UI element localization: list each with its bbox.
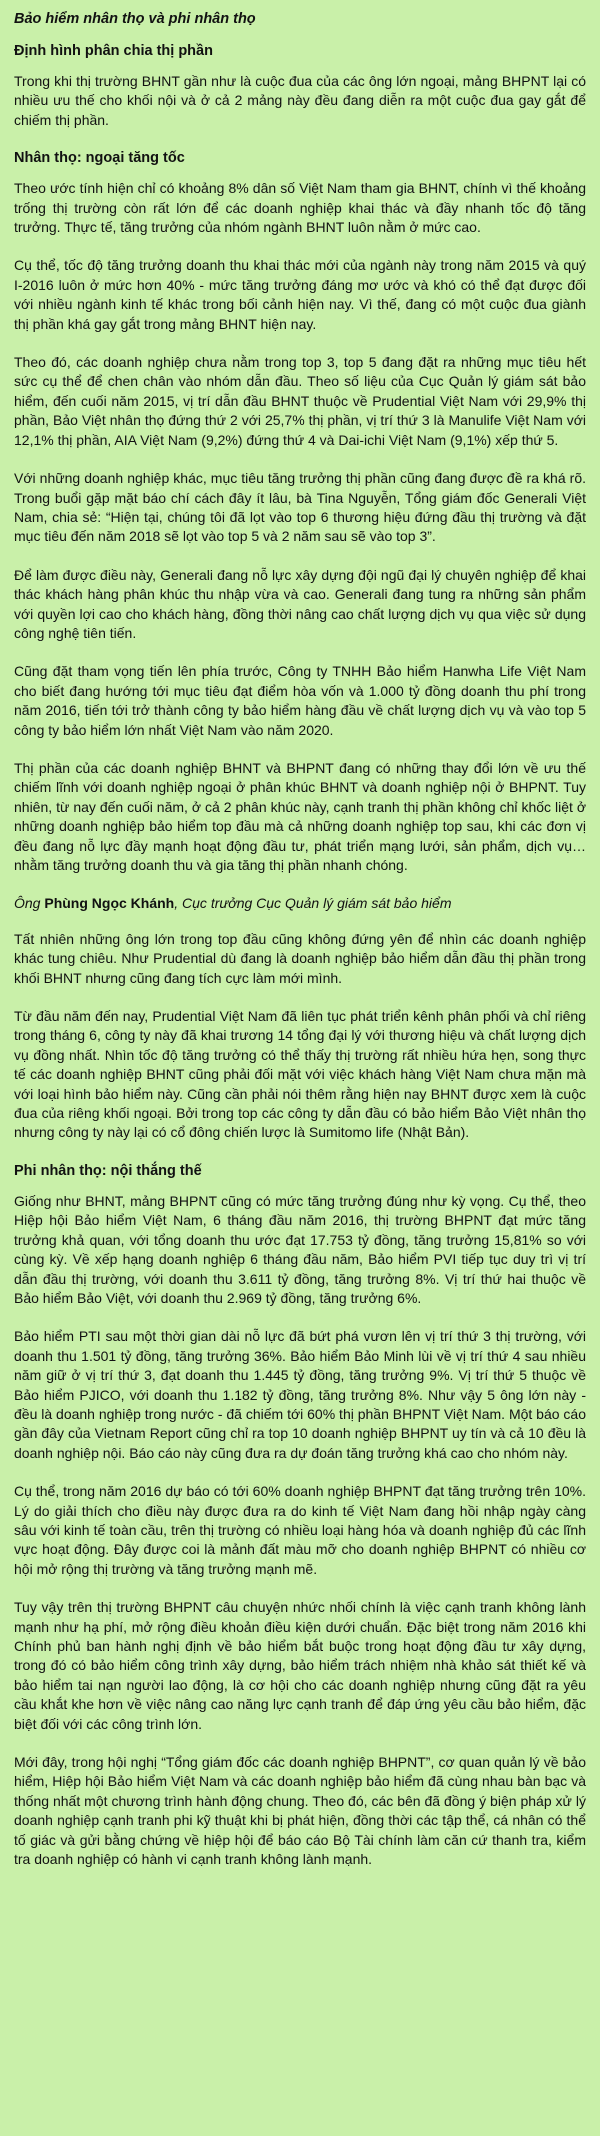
paragraph: Cụ thể, tốc độ tăng trưởng doanh thu khai thác mới của ngành này trong năm 2015 và quý I-2016 luôn ở mức hơn 40% - mức tăng trưởng đáng mơ ước và khó có thể đạt được đối với nhiều ngành kinh tế khác trong bối cảnh hiện nay. Vì thế, đang có một cuộc đua giành thị phần khá gay gắt trong mảng BHNT hiện nay. xyxy=(14,257,586,332)
paragraph: Thị phần của các doanh nghiệp BHNT và BHPNT đang có những thay đổi lớn về ưu thế chiếm lĩnh với doanh nghiệp ngoại ở phân khúc BHNT và doanh nghiệp nội ở BHPNT. Tuy nhiên, từ nay đến cuối năm, ở cả 2 phân khúc này, cạnh tranh thị phần không chỉ khốc liệt ở những doanh nghiệp bảo hiểm top đầu mà cả những doanh nghiệp top sau, khi các đơn vị đều đang nỗ lực đầy mạnh hoạt động đầu tư, phát triển mạng lưới, sản phẩm, dịch vụ… nhằm tăng trưởng doanh thu và gia tăng thị phần nhanh chóng. xyxy=(14,759,586,873)
paragraph: Theo đó, các doanh nghiệp chưa nằm trong top 3, top 5 đang đặt ra những mục tiêu hết sức cụ thể để chen chân vào nhóm dẫn đầu. Theo số liệu của Cục Quản lý giám sát bảo hiểm, đến cuối năm 2015, vị trí dẫn đầu BHNT thuộc về Prudential Việt Nam với 29,9% thị phần, Bảo Việt nhân thọ đứng thứ 2 với 25,7% thị phần, vị trí thứ 3 là Manulife Việt Nam với 12,1% thị phần, AIA Việt Nam (9,2%) đứng thứ 4 và Dai-ichi Việt Nam (9,1%) xếp thứ 5. xyxy=(14,354,586,448)
paragraph: Bảo hiểm PTI sau một thời gian dài nỗ lực đã bứt phá vươn lên vị trí thứ 3 thị trường, với doanh thu 1.501 tỷ đồng, tăng trưởng 36%. Bảo hiểm Bảo Minh lùi về vị trí thứ 4 sau nhiều năm giữ ở vị trí thứ 3, đạt doanh thu 1.445 tỷ đồng, tăng trưởng 9%. Vị trí thứ 5 thuộc về Bảo hiểm PJICO, với doanh thu 1.182 tỷ đồng, tăng trưởng 8%. Như vậy 5 ông lớn này - đều là doanh nghiệp trong nước - đã chiếm tới 60% thị phần BHPNT Việt Nam. Một báo cáo gần đây của Vietnam Report cũng chỉ ra top 10 doanh nghiệp BHPNT uy tín và cả 10 đều là doanh nghiệp nội. Báo cáo này cũng đưa ra dự đoán tăng trưởng khá cao cho nhóm này. xyxy=(14,1328,586,1461)
section-heading-non-life-insurance: Phi nhân thọ: nội thắng thế xyxy=(14,1162,202,1179)
caption-name: Phùng Ngọc Khánh xyxy=(44,895,175,912)
paragraph: Tất nhiên những ông lớn trong top đầu cũng không đứng yên để nhìn các doanh nghiệp khác tung chiêu. Như Prudential dù đang là doanh nghiệp bảo hiểm dẫn đầu thị phần trong khối BHNT nhưng cũng đang tích cực làm mới mình. xyxy=(14,930,586,986)
paragraph: Mới đây, trong hội nghị “Tổng giám đốc các doanh nghiệp BHPNT”, cơ quan quản lý về bảo hiểm, Hiệp hội Bảo hiểm Việt Nam và các doanh nghiệp bảo hiểm đã cùng nhau bàn bạc và thống nhất một chương trình hành động chung. Theo đó, các bên đã đồng ý biện pháp xử lý doanh nghiệp cạnh tranh phi kỹ thuật khi bị phát hiện, đồng thời các tập thể, cá nhân có thể tố giác và gửi bằng chứng về hiệp hội để báo cáo Bộ Tài chính làm căn cứ thanh tra, kiểm tra doanh nghiệp có hành vi cạnh tranh không lành mạnh. xyxy=(14,1754,586,1868)
paragraph: Để làm được điều này, Generali đang nỗ lực xây dựng đội ngũ đại lý chuyên nghiệp để khai thác khách hàng phân khúc thu nhập vừa và cao. Generali đang tung ra những sản phẩm với quyền lợi cao cho khách hàng, đồng thời nâng cao chất lượng dịch vụ qua việc sử dụng công nghệ tiên tiến. xyxy=(14,566,586,641)
paragraph: Theo ước tính hiện chỉ có khoảng 8% dân số Việt Nam tham gia BHNT, chính vì thế khoảng trống thị trường còn rất lớn để các doanh nghiệp khai thác và đầy nhanh tốc độ tăng trưởng. Thực tế, tăng trưởng của nhóm ngành BHNT luôn nằm ở mức cao. xyxy=(14,180,586,236)
paragraph: Giống như BHNT, mảng BHPNT cũng có mức tăng trưởng đúng như kỳ vọng. Cụ thể, theo Hiệp hội Bảo hiểm Việt Nam, 6 tháng đầu năm 2016, thị trường BHPNT đạt mức tăng trưởng khả quan, với tổng doanh thu ước đạt 17.753 tỷ đồng, tăng trưởng 15,81% so với cùng kỳ. Về xếp hạng doanh nghiệp 6 tháng đầu năm, Bảo hiểm PVI tiếp tục duy trì vị trí dẫn đầu thị trường, với doanh thu 3.611 tỷ đồng, tăng trưởng 8%. Vị trí thứ hai thuộc về Bảo hiểm Bảo Việt, với doanh thu 2.969 tỷ đồng, tăng trưởng 6%. xyxy=(14,1192,586,1306)
article-kicker: Bảo hiểm nhân thọ và phi nhân thọ xyxy=(14,11,256,27)
paragraph: Với những doanh nghiệp khác, mục tiêu tăng trưởng thị phần cũng đang được đề ra khá rõ. Trong buổi gặp mặt báo chí cách đây ít lâu, bà Tina Nguyễn, Tổng giám đốc Generali Việt Nam, chia sẻ: “Hiện tại, chúng tôi đã lọt vào top 6 thương hiệu đứng đầu thị trường và đặt mục tiêu đến năm 2018 sẽ lọt vào top 5 và 2 năm sau sẽ vào top 3”. xyxy=(14,470,586,545)
photo-caption xyxy=(14,894,586,913)
section-heading-market-share: Định hình phân chia thị phần xyxy=(14,43,213,59)
caption-prefix: Ông xyxy=(14,895,45,912)
paragraph: Cụ thể, trong năm 2016 dự báo có tới 60% doanh nghiệp BHPNT đạt tăng trưởng trên 10%. Lý do giải thích cho điều này được đưa ra do kinh tế Việt Nam đang hồi nhập ngày càng sâu với kinh tế toàn cầu, trên thị trường có nhiều loại hàng hóa và doanh nghiệp đủ các lĩnh vực hoạt động. Đây được coi là mảnh đất màu mỡ cho doanh nghiệp BHPNT có nhiều cơ hội mở rộng thị trường và tăng trưởng mạnh mẽ. xyxy=(14,1483,586,1577)
paragraph: Cũng đặt tham vọng tiến lên phía trước, Công ty TNHH Bảo hiểm Hanwha Life Việt Nam cho biết đang hướng tới mục tiêu đạt điểm hòa vốn và 1.000 tỷ đồng doanh thu phí trong năm 2016, tiến tới trở thành công ty bảo hiểm hàng đầu về chất lượng dịch vụ và vào top 5 công ty bảo hiểm lớn nhất Việt Nam vào năm 2020. xyxy=(14,663,586,738)
caption-role: , Cục trưởng Cục Quản lý giám sát bảo hiểm xyxy=(174,895,452,912)
section-heading-life-insurance: Nhân thọ: ngoại tăng tốc xyxy=(14,150,185,167)
paragraph: Từ đầu năm đến nay, Prudential Việt Nam đã liên tục phát triển kênh phân phối và chỉ riêng trong tháng 6, công ty này đã khai trương 14 tổng đại lý với thương hiệu và chất lượng dịch vụ đồng nhất. Nhìn tốc độ tăng trưởng có thể thấy thị trường rất nhiều hứa hẹn, song thực tế các doanh nghiệp BHNT cũng phải đối mặt với việc khách hàng Việt Nam chưa mặn mà với loại hình bảo hiểm này. Cũng cần phải nói thêm rằng hiện nay BHNT được xem là cuộc đua của riêng khối ngoại. Bởi trong top các công ty dẫn đầu có bảo hiểm Bảo Việt nhân thọ nhưng công ty này lại có cổ đông chiến lược là Sumitomo life (Nhật Bản). xyxy=(14,1008,586,1141)
paragraph: Tuy vậy trên thị trường BHPNT câu chuyện nhức nhối chính là việc cạnh tranh không lành mạnh như hạ phí, mở rộng điều khoản điều kiện dưới chuẩn. Đặc biệt trong năm 2016 khi Chính phủ ban hành nghị định về bảo hiểm bắt buộc trong hoạt động đầu tư xây dựng, trong đó có bảo hiểm công trình xây dựng, bảo hiểm trách nhiệm nhà khảo sát thiết kế và bảo hiểm tai nạn người lao động, là cơ hội cho các doanh nghiệp nhưng cũng đặt ra yêu cầu khắt khe hơn về việc nâng cao năng lực cạnh tranh để đáp ứng yêu cầu bảo hiểm, đặc biệt đối với các công trình lớn. xyxy=(14,1599,586,1732)
paragraph-intro: Trong khi thị trường BHNT gần như là cuộc đua của các ông lớn ngoại, mảng BHPNT lại có nhiều ưu thế cho khối nội và ở cả 2 mảng này đều đang diễn ra một cuộc đua gay gắt để chiếm thị phần. xyxy=(14,73,586,128)
